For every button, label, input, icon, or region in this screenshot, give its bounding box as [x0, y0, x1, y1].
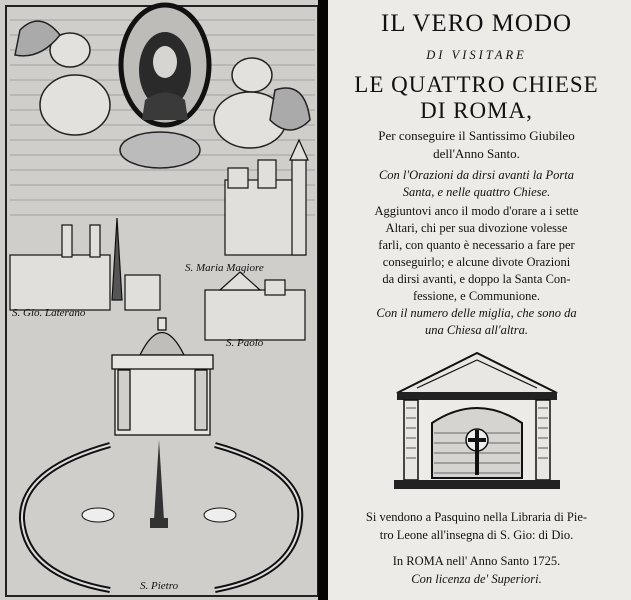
- imprint-line: In ROMA nell' Anno Santo 1725.: [392, 554, 561, 568]
- addition-line-4: conseguirlo; e alcune divote Orazioni: [382, 255, 571, 269]
- miles-note-line-2: una Chiesa all'altra.: [424, 323, 529, 337]
- label-san-pietro: S. Pietro: [140, 580, 179, 592]
- subtitle-line-2: dell'Anno Santo.: [433, 146, 520, 161]
- title-page: [322, 0, 631, 600]
- prayers-note-line-1: Con l'Orazioni da dirsi avanti la Porta: [378, 168, 575, 182]
- title-line-1: IL VERO MODO: [380, 10, 573, 37]
- subtitle-line-1: Per conseguire il Santissimo Giubileo: [378, 128, 575, 143]
- shrine-ornament-icon: [392, 348, 562, 493]
- addition-line-3: farli, con quanto è necessario a fare per: [378, 238, 575, 252]
- addition-line-5: da dirsi avanti, e doppo la Santa Con-: [382, 272, 571, 286]
- seller-line-2: tro Leone all'insegna di S. Gio: di Dio.: [379, 528, 574, 542]
- addition-line-6: fessione, e Communione.: [412, 289, 541, 303]
- label-san-giovanni-laterano: S. Gio. Laterano: [12, 307, 86, 319]
- title-line-2: DI VISITARE: [426, 48, 527, 62]
- title-line-3: LE QUATTRO CHIESE: [354, 72, 599, 97]
- addition-line-2: Altari, chi per sua divozione volesse: [385, 221, 568, 235]
- license-line: Con licenza de' Superiori.: [411, 572, 542, 586]
- miles-note-line-1: Con il numero delle miglia, che sono da: [376, 306, 577, 320]
- addition-line-1: Aggiuntovi anco il modo d'orare a i sette: [374, 204, 579, 218]
- label-san-paolo: S. Paolo: [226, 337, 264, 349]
- label-santa-maria-maggiore: S. Maria Magiore: [185, 262, 264, 274]
- title-line-4: DI ROMA,: [420, 98, 533, 123]
- seller-line-1: Si vendono a Pasquino nella Libraria di Pie-: [365, 510, 588, 524]
- prayers-note-line-2: Santa, e nelle quattro Chiese.: [402, 185, 551, 199]
